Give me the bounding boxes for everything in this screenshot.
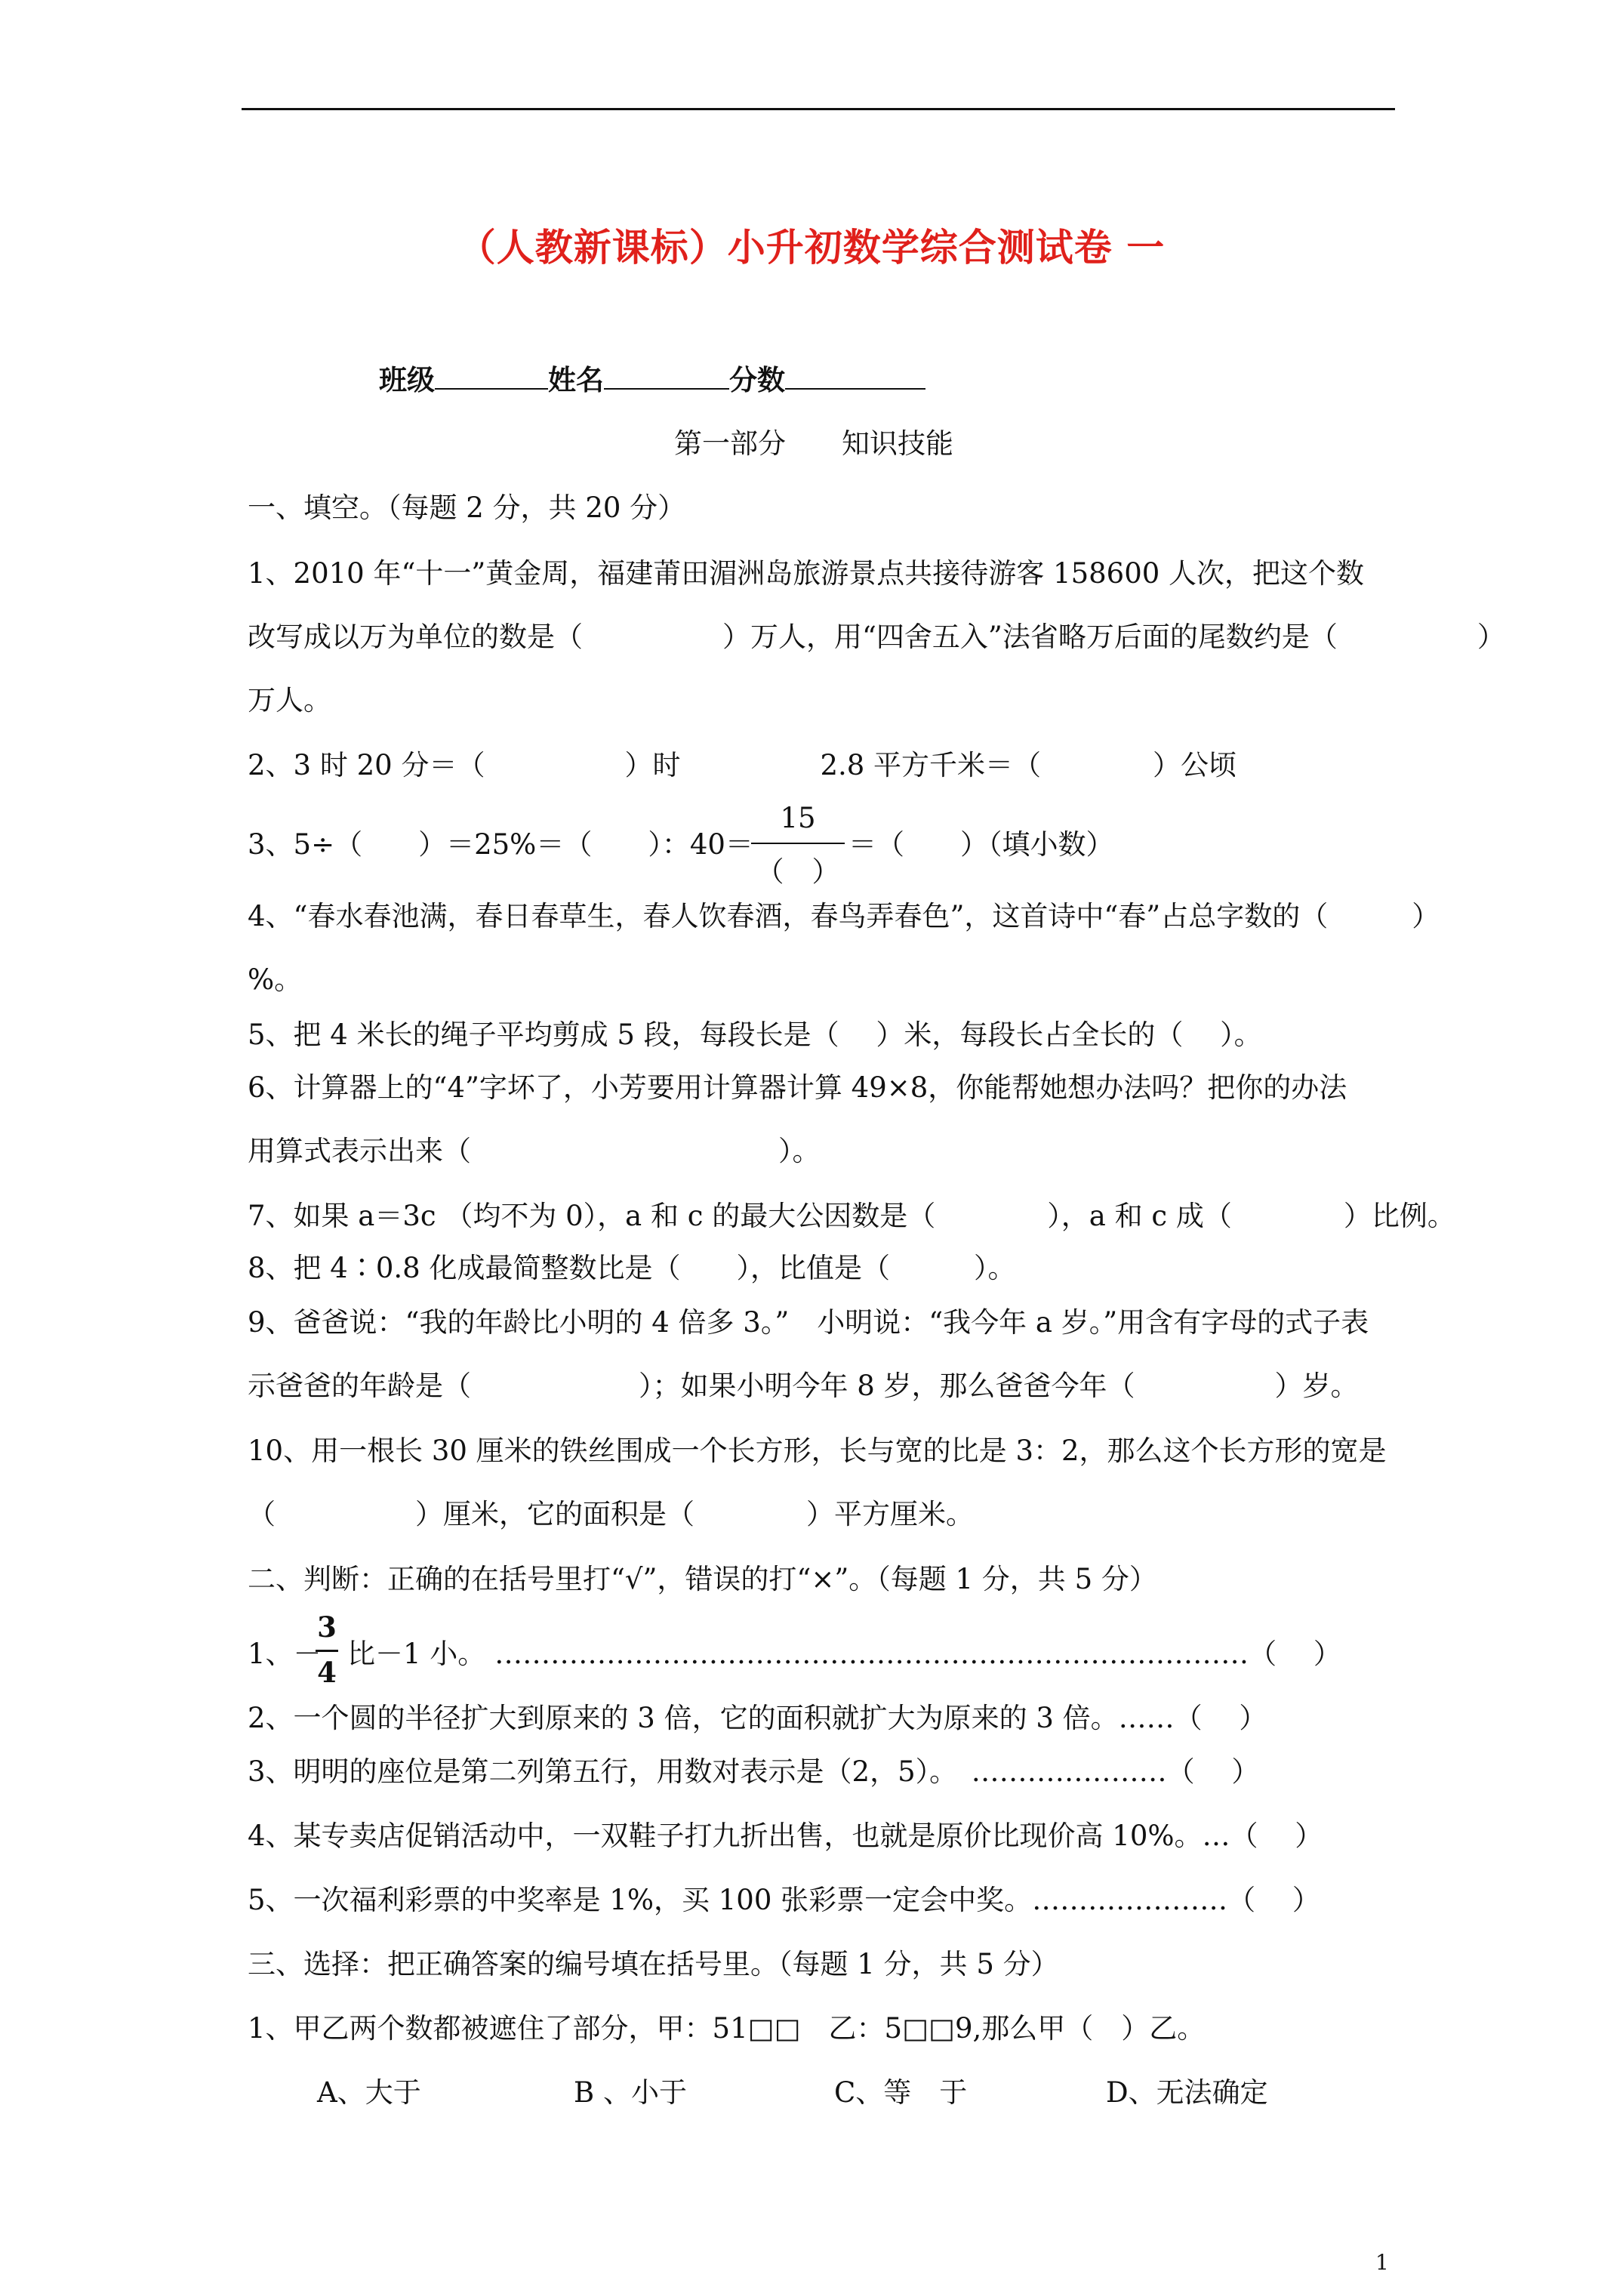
q9-line2: 示爸爸的年龄是（ ）；如果小明今年 8 岁，那么爸爸今年（ ）岁。 xyxy=(248,1370,1359,1402)
q6-line1: 6、计算器上的“4”字坏了，小芳要用计算器计算 49×8，你能帮她想办法吗？把你的办法 xyxy=(248,1071,1347,1104)
q1-line1: 1、2010 年“十一”黄金周，福建莆田湄洲岛旅游景点共接待游客 158600 人次，把这个数 xyxy=(248,557,1365,590)
q3-right: ＝（ ）（填小数） xyxy=(848,828,1114,861)
name-blank xyxy=(604,362,729,390)
q3-fraction-bar xyxy=(751,843,845,844)
q3-denominator: （ ） xyxy=(756,855,840,888)
q2-line: 2、3 时 20 分＝（ ）时 2.8 平方千米＝（ ）公顷 xyxy=(248,749,1237,781)
q5-line: 5、把 4 米长的绳子平均剪成 5 段，每段长是（ ）米，每段长占全长的（ ）。 xyxy=(248,1019,1262,1051)
s2-q5-line: 5、一次福利彩票的中奖率是 1%，买 100 张彩票一定会中奖。…………………（ ） xyxy=(248,1884,1320,1916)
s2-q4-line: 4、某专卖店促销活动中，一双鞋子打九折出售，也就是原价比现价高 10%。…（ ） xyxy=(248,1820,1323,1852)
s3-option-a: A、大于 xyxy=(317,2076,421,2109)
score-label: 分数 xyxy=(729,363,785,396)
page-title: （人教新课标）小升初数学综合测试卷 一 xyxy=(457,225,1166,270)
s2-q2-line: 2、一个圆的半径扩大到原来的 3 倍，它的面积就扩大为原来的 3 倍。……（ ） xyxy=(248,1702,1267,1734)
q3-numerator: 15 xyxy=(780,802,816,834)
q10-line1: 10、用一根长 30 厘米的铁丝围成一个长方形，长与宽的比是 3：2，那么这个长方形的宽是 xyxy=(248,1435,1387,1467)
header-rule xyxy=(242,108,1395,110)
q4-line1: 4、“春水春池满，春日春草生，春人饮春酒，春鸟弄春色”，这首诗中“春”占总字数的（ ） xyxy=(248,900,1440,932)
q9-line1: 9、爸爸说：“我的年龄比小明的 4 倍多 3。” 小明说：“我今年 a 岁。”用含有字母的式子表 xyxy=(248,1306,1369,1339)
name-label: 姓名 xyxy=(548,363,604,396)
q1-line3: 万人。 xyxy=(248,684,331,717)
q1-line2: 改写成以万为单位的数是（ ）万人，用“四舍五入”法省略万后面的尾数约是（ ） xyxy=(248,621,1505,653)
s2-q1-text: 比－1 小。 ………………………………………………………………………（ ） xyxy=(347,1638,1341,1670)
q10-line2: （ ）厘米，它的面积是（ ）平方厘米。 xyxy=(248,1498,974,1530)
q6-line2: 用算式表示出来（ ）。 xyxy=(248,1135,821,1167)
s2-q1-prefix: 1、－ xyxy=(248,1638,322,1670)
q3-left: 3、5÷（ ）＝25%＝（ ）：40＝ xyxy=(248,828,753,861)
score-blank xyxy=(785,362,925,390)
part-title: 第一部分 知识技能 xyxy=(674,427,953,460)
class-label: 班级 xyxy=(379,363,435,396)
s3-q1-line: 1、甲乙两个数都被遮住了部分，甲：51□□ 乙：5□□9,那么甲（ ）乙。 xyxy=(248,2012,1206,2045)
s3-option-c: C、等 于 xyxy=(834,2076,968,2109)
s2-q1-denominator: 4 xyxy=(317,1656,337,1689)
s2-q1-numerator: 3 xyxy=(317,1610,337,1644)
q7-line: 7、如果 a＝3c （均不为 0），a 和 c 的最大公因数是（ ），a 和 c 成（ ）比例。 xyxy=(248,1200,1455,1232)
s3-option-b: B 、小于 xyxy=(574,2076,687,2109)
section1-heading: 一、填空。（每题 2 分，共 20 分） xyxy=(248,492,686,524)
class-blank xyxy=(435,362,548,390)
s2-q3-line: 3、明明的座位是第二列第五行，用数对表示是（2，5）。 …………………（ ） xyxy=(248,1755,1260,1788)
s3-option-d: D、无法确定 xyxy=(1106,2076,1268,2109)
student-info-line xyxy=(379,361,925,399)
page-number: 1 xyxy=(1375,2250,1389,2275)
section2-heading: 二、判断：正确的在括号里打“√”，错误的打“×”。（每题 1 分，共 5 分） xyxy=(248,1563,1157,1595)
s2-q1-fraction-bar xyxy=(316,1650,338,1652)
q4-line2: %。 xyxy=(248,963,303,996)
section3-heading: 三、选择：把正确答案的编号填在括号里。（每题 1 分，共 5 分） xyxy=(248,1948,1059,1980)
q8-line: 8、把 4∶0.8 化成最简整数比是（ ），比值是（ ）。 xyxy=(248,1252,1016,1284)
